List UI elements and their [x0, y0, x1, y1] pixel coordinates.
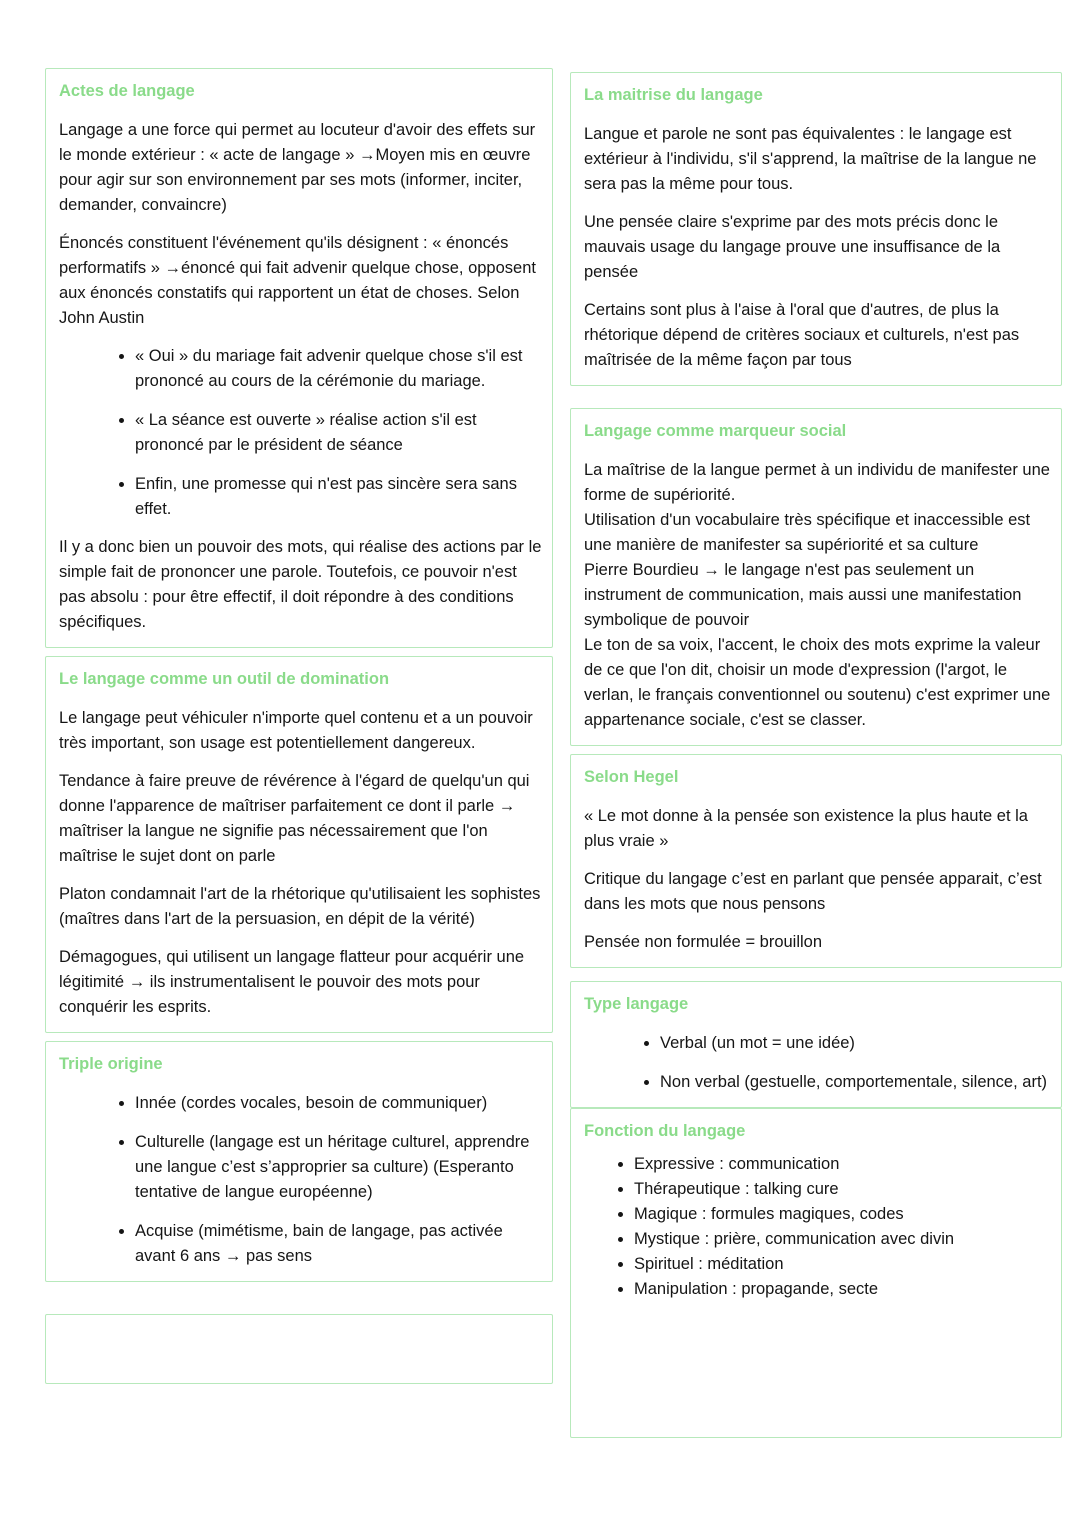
paragraph: Démagogues, qui utilisent un langage flatteur pour acquérir une légitimité → ils instrumentalisent le pouvoir des mots pour conquérir les esprits. [59, 948, 525, 1016]
list-item: • Non verbal (gestuelle, comportementale, silence, art) [660, 1070, 1051, 1095]
box-title: Actes de langage [59, 82, 195, 100]
paragraph: Utilisation d'un vocabulaire très spécifique et inaccessible est une manière de manifester sa supériorité et sa culture [584, 511, 1031, 554]
box-title: Selon Hegel [584, 768, 679, 786]
box-la-maitrise-du-langage [570, 72, 1062, 386]
paragraph: Pierre Bourdieu → le langage n'est pas seulement un instrument de communication, mais aussi une manifestation symbolique de pouvoir [584, 561, 1022, 629]
box-title: La maitrise du langage [584, 86, 763, 104]
list-item: • Innée (cordes vocales, besoin de communiquer) [135, 1091, 542, 1116]
list-item: • « La séance est ouverte » réalise action s'il est prononcé par le président de séance [135, 408, 542, 458]
paragraph: Énoncés constituent l'événement qu'ils désignent : « énoncés performatifs » →énoncé qui fait advenir quelque chose, opposent aux énoncés constatifs qui rapportent un état de choses. Selon John Austin [59, 234, 536, 327]
paragraph: Tendance à faire preuve de révérence à l'égard de quelqu'un qui donne l'apparence de maîtriser parfaitement ce dont il parle → maîtriser la langue ne signifie pas nécessairement que l'on maîtrise le sujet dont on parle [59, 772, 530, 865]
box-title: Le langage comme un outil de domination [59, 670, 390, 688]
box-actes-de-langage [45, 68, 553, 648]
box-triple-origine [45, 1041, 553, 1282]
list-item: • Acquise (mimétisme, bain de langage, pas activée avant 6 ans → pas sens [135, 1219, 542, 1269]
list-item: • Manipulation : propagande, secte [634, 1277, 1051, 1302]
paragraph: Certains sont plus à l'aise à l'oral que d'autres, de plus la rhétorique dépend de critères sociaux et culturels, n'est pas maîtrisée de la même façon par tous [584, 301, 1020, 369]
box-type-langage [570, 981, 1062, 1108]
box-title: Triple origine [59, 1055, 163, 1073]
box-fonction-du-langage [570, 1108, 1062, 1438]
list-item: • Magique : formules magiques, codes [634, 1202, 1051, 1227]
paragraph: La maîtrise de la langue permet à un individu de manifester une forme de supériorité. [584, 461, 1050, 504]
bullet-list [59, 344, 542, 522]
list-item: • Thérapeutique : talking cure [634, 1177, 1051, 1202]
list-item: • Expressive : communication [634, 1152, 1051, 1177]
paragraph: Pensée non formulée = brouillon [584, 933, 823, 951]
paragraph: Le ton de sa voix, l'accent, le choix des mots exprime la valeur de ce que l'on dit, choisir un mode d'expression (l'argot, le verlan, le français conventionnel ou soutenu) c'est exprimer une appartenance sociale, c'est se classer. [584, 636, 1051, 729]
paragraph: « Le mot donne à la pensée son existence la plus haute et la plus vraie » [584, 807, 1028, 850]
list-item: • Mystique : prière, communication avec divin [634, 1227, 1051, 1252]
box-selon-hegel [570, 754, 1062, 968]
column-right [570, 72, 1062, 1438]
bullet-list [584, 1031, 1051, 1095]
paragraph: Critique du langage c’est en parlant que pensée apparait, c’est dans les mots que nous pensons [584, 870, 1042, 913]
list-item: • Verbal (un mot = une idée) [660, 1031, 1051, 1056]
list-item: • Culturelle (langage est un héritage culturel, apprendre une langue c’est s’approprier sa culture) (Esperanto tentative de langue européenne) [135, 1130, 542, 1205]
paragraph: Langage a une force qui permet au locuteur d'avoir des effets sur le monde extérieur : « acte de langage » →Moyen mis en œuvre pour agir sur son environnement par ses mots (informer, inciter, demander, convaincre) [59, 121, 536, 214]
box-le-langage-comme-un-outil-de-domination [45, 656, 553, 1033]
paragraph: Il y a donc bien un pouvoir des mots, qui réalise des actions par le simple fait de prononcer une parole. Toutefois, ce pouvoir n'est pas absolu : pour être effectif, il doit répondre à des conditions spécifiques. [59, 538, 542, 631]
paragraph: Langue et parole ne sont pas équivalentes : le langage est extérieur à l'individu, s'il s'apprend, la maîtrise de la langue ne sera pas la même pour tous. [584, 125, 1037, 193]
list-item: • Spirituel : méditation [634, 1252, 1051, 1277]
column-left [45, 68, 553, 1392]
list-item: • « Oui » du mariage fait advenir quelque chose s'il est prononcé au cours de la cérémonie du mariage. [135, 344, 542, 394]
paragraph: Le langage peut véhiculer n'importe quel contenu et a un pouvoir très important, son usage est potentiellement dangereux. [59, 709, 533, 752]
paragraph: Platon condamnait l'art de la rhétorique qu'utilisaient les sophistes (maîtres dans l'art de la persuasion, en dépit de la vérité) [59, 885, 541, 928]
paragraph: Une pensée claire s'exprime par des mots précis donc le mauvais usage du langage prouve une insuffisance de la pensée [584, 213, 1001, 281]
box-langage-comme-marqueur-social [570, 408, 1062, 746]
list-item: • Enfin, une promesse qui n'est pas sincère sera sans effet. [135, 472, 542, 522]
box-bottom-partial [45, 1314, 553, 1384]
box-title: Fonction du langage [584, 1122, 746, 1140]
bullet-list [584, 1152, 1051, 1302]
box-title: Type langage [584, 995, 689, 1013]
bullet-list [59, 1091, 542, 1269]
box-title: Langage comme marqueur social [584, 422, 847, 440]
